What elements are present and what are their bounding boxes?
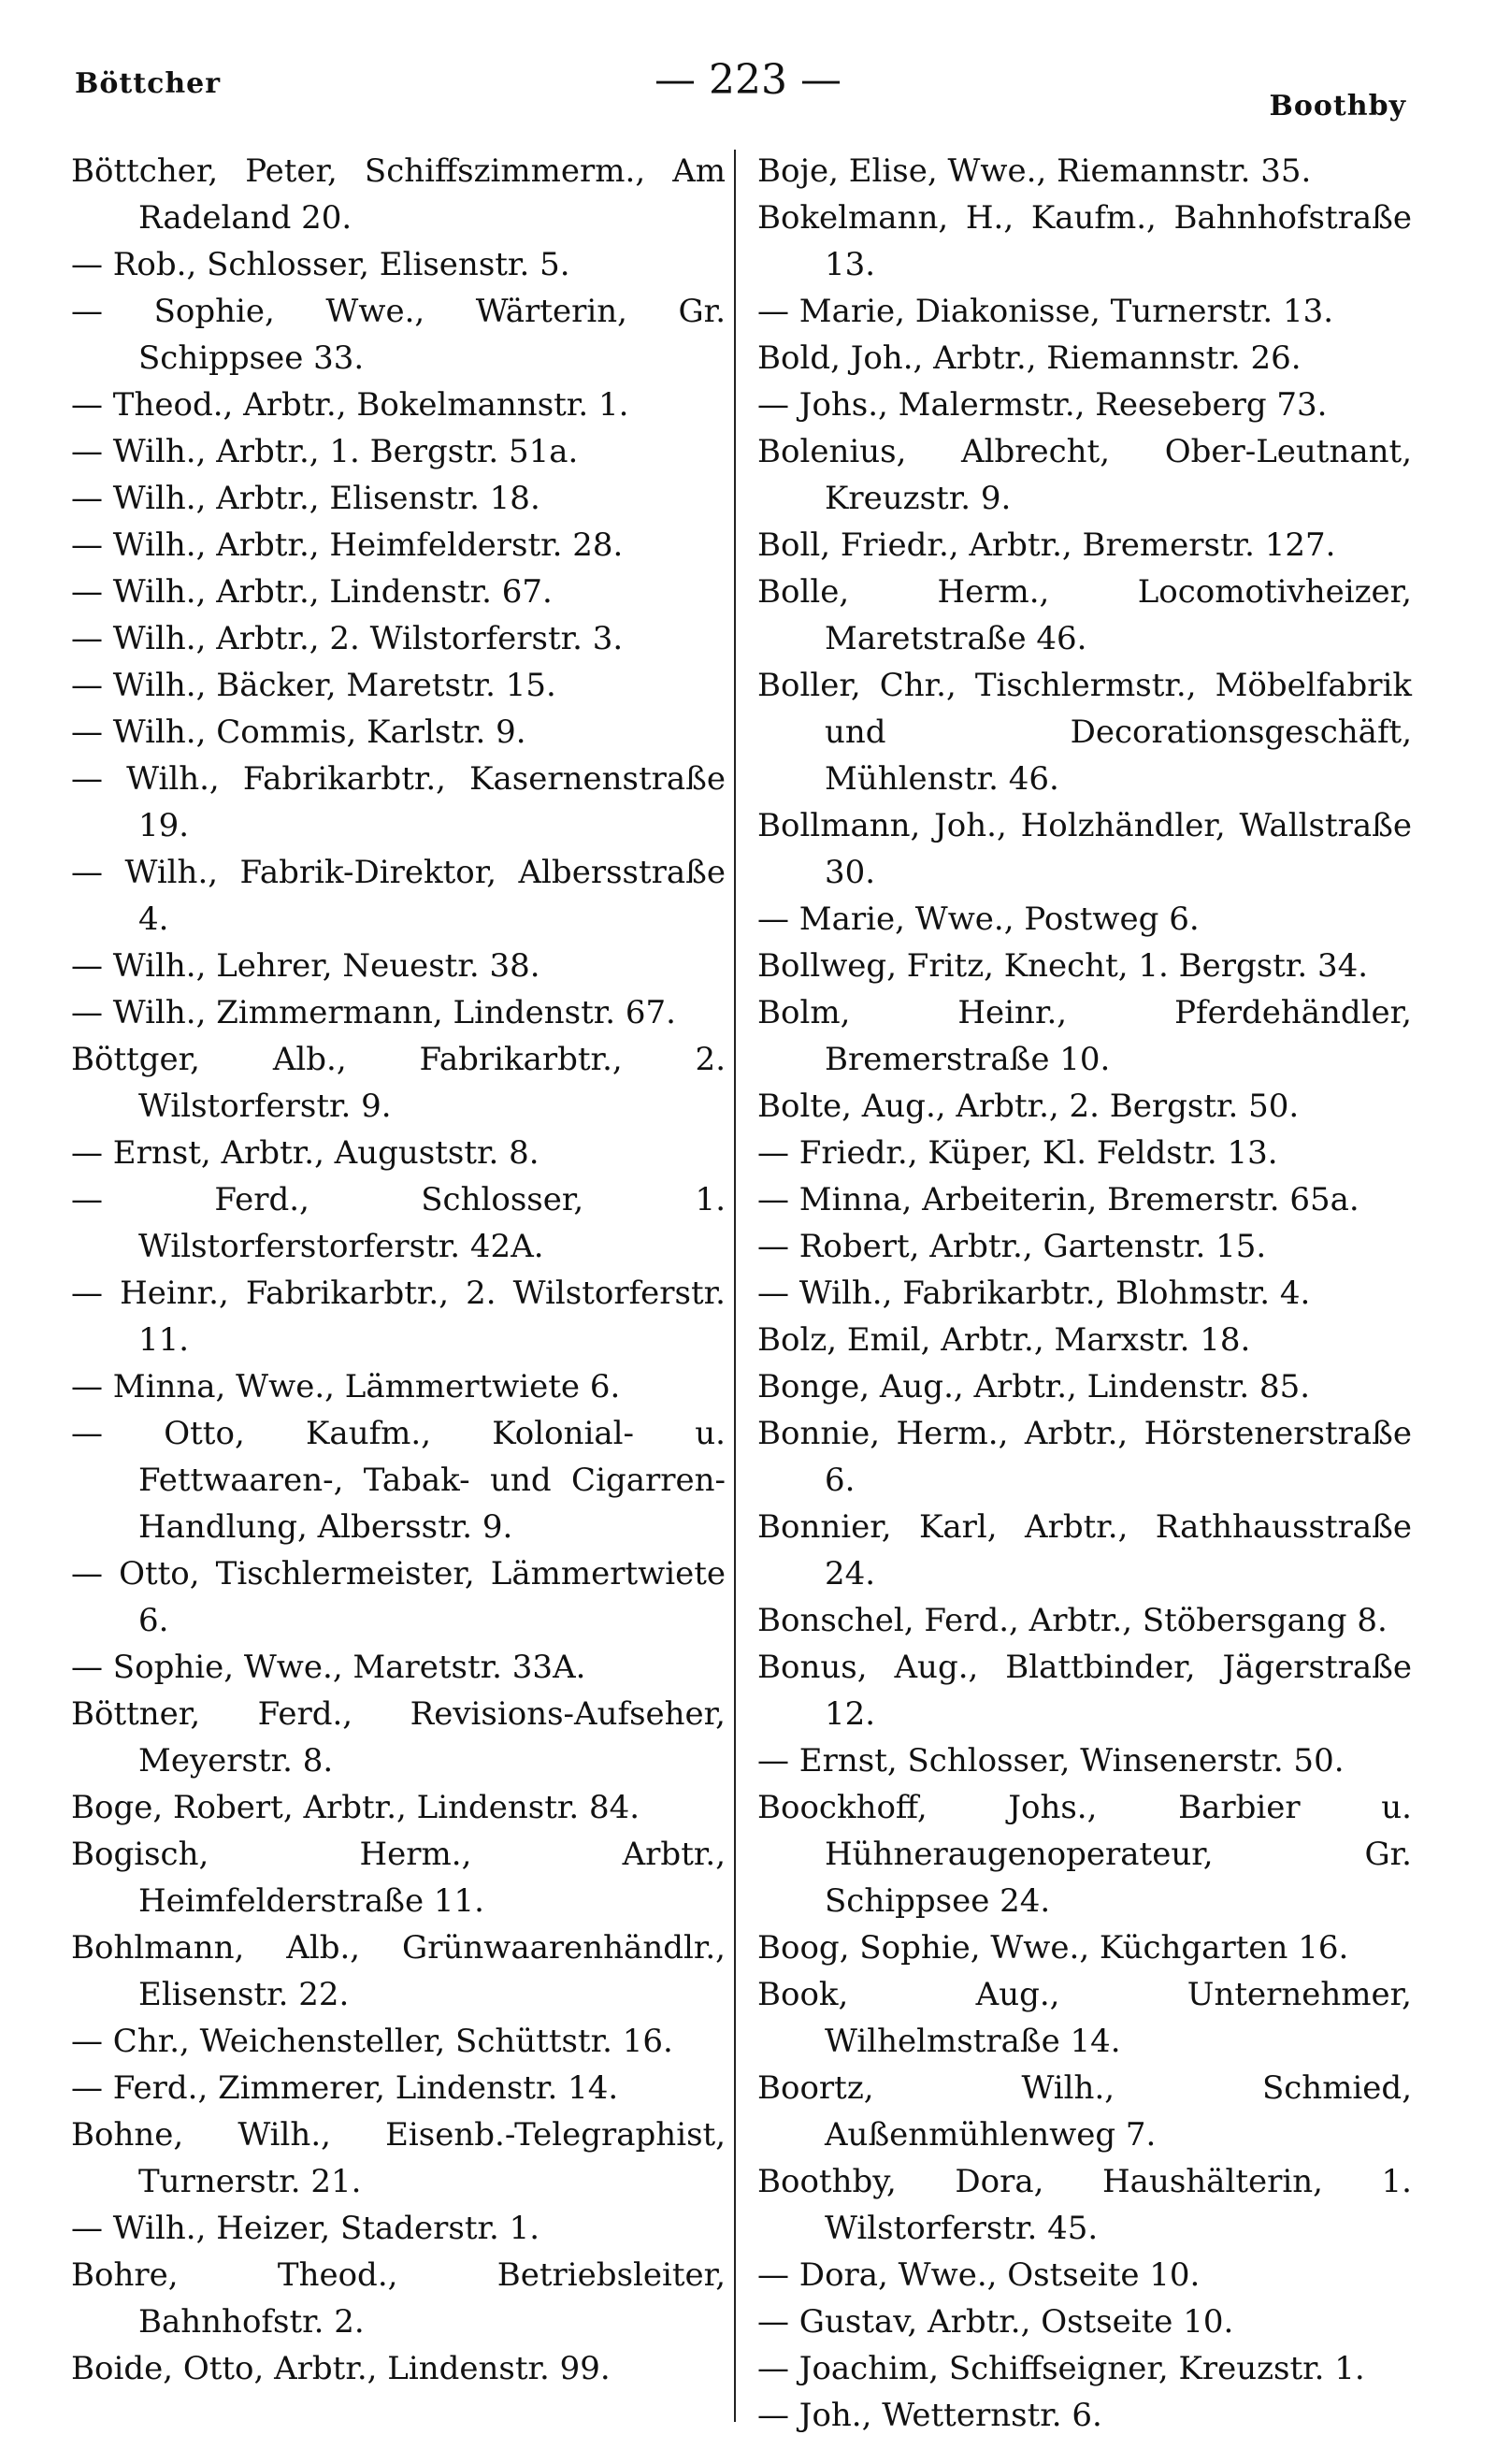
directory-entry: — Minna, Arbeiterin, Bremerstr. 65a. [757,1181,1359,1218]
directory-entry: — Marie, Diakonisse, Turnerstr. 13. [757,293,1334,330]
directory-entry: — Wilh., Heizer, Staderstr. 1. [71,2210,540,2247]
directory-entry: Bolenius, Albrecht, Ober-Leutnant, Kreuzstr. 9. [757,433,1412,517]
page-header [0,0,1496,131]
directory-entry: Bollweg, Fritz, Knecht, 1. Bergstr. 34. [757,947,1369,985]
directory-entry: — Wilh., Arbtr., 1. Bergstr. 51a. [71,433,579,470]
directory-entry: Bogisch, Herm., Arbtr., Heimfelderstraße 11. [71,1836,726,1920]
directory-entry: — Wilh., Fabrikarbtr., Blohmstr. 4. [757,1275,1311,1312]
directory-entry: Böttger, Alb., Fabrikarbtr., 2. Wilstorferstr. 9. [71,1041,726,1125]
directory-entry: — Sophie, Wwe., Maretstr. 33A. [71,1649,586,1686]
directory-entry: — Wilh., Fabrikarbtr., Kasernenstraße 19. [71,760,726,844]
directory-entry: Bollmann, Joh., Holzhändler, Wallstraße 30. [757,807,1412,891]
directory-entry: Böttner, Ferd., Revisions-Aufseher, Meyerstr. 8. [71,1695,726,1780]
directory-entry: — Joh., Wetternstr. 6. [757,2397,1102,2434]
directory-entry: Bolle, Herm., Locomotivheizer, Maretstraße 46. [757,573,1412,657]
directory-entry: — Robert, Arbtr., Gartenstr. 15. [757,1228,1267,1265]
directory-entry: — Ferd., Schlosser, 1. Wilstorferstorferstr. 42A. [71,1181,726,1265]
directory-entry: — Chr., Weichensteller, Schüttstr. 16. [71,2023,673,2060]
directory-entry: Book, Aug., Unternehmer, Wilhelmstraße 14. [757,1976,1412,2060]
directory-entry: Bolm, Heinr., Pferdehändler, Bremerstraße 10. [757,994,1412,1078]
directory-entry: — Wilh., Arbtr., Heimfelderstr. 28. [71,526,624,564]
directory-entry: Boog, Sophie, Wwe., Küchgarten 16. [757,1929,1349,1967]
directory-entry: Bolz, Emil, Arbtr., Marxstr. 18. [757,1321,1251,1359]
directory-entry: — Wilh., Zimmermann, Lindenstr. 67. [71,994,676,1031]
directory-entry: Böttcher, Peter, Schiffszimmerm., Am Radeland 20. [71,152,726,237]
directory-entry: Bonnie, Herm., Arbtr., Hörstenerstraße 6. [757,1415,1412,1499]
directory-entry: — Otto, Kaufm., Kolonial- u. Fettwaaren-, Tabak- und Cigarren-Handlung, Albersstr. 9. [71,1415,726,1546]
directory-entry: — Heinr., Fabrikarbtr., 2. Wilstorferstr. 11. [71,1275,726,1359]
directory-entry: Bohne, Wilh., Eisenb.-Telegraphist, Turnerstr. 21. [71,2116,726,2200]
column-divider [734,150,736,2422]
directory-entry: — Minna, Wwe., Lämmertwiete 6. [71,1368,621,1405]
directory-entry: Boide, Otto, Arbtr., Lindenstr. 99. [71,2350,611,2387]
directory-entry: Bolte, Aug., Arbtr., 2. Bergstr. 50. [757,1088,1300,1125]
directory-entry: Boller, Chr., Tischlermstr., Möbelfabrik und Decorationsgeschäft, Mühlenstr. 46. [757,667,1412,798]
directory-entry: Bonschel, Ferd., Arbtr., Stöbersgang 8. [757,1602,1388,1639]
directory-entry: — Wilh., Fabrik-Direktor, Albersstraße 4. [71,854,726,938]
directory-entry: — Otto, Tischlermeister, Lämmertwiete 6. [71,1555,726,1639]
directory-entry: — Wilh., Commis, Karlstr. 9. [71,713,526,751]
running-head-right: Boothby [1269,90,1406,122]
directory-entry: — Ernst, Arbtr., Auguststr. 8. [71,1134,539,1172]
directory-entry: — Joachim, Schiffseigner, Kreuzstr. 1. [757,2350,1365,2387]
directory-entry: — Gustav, Arbtr., Ostseite 10. [757,2303,1234,2341]
directory-entry: — Wilh., Arbtr., 2. Wilstorferstr. 3. [71,620,624,657]
directory-entry: Bonus, Aug., Blattbinder, Jägerstraße 12. [757,1649,1412,1733]
directory-entry: Bohre, Theod., Betriebsleiter, Bahnhofstr. 2. [71,2256,726,2341]
directory-entry: Bonge, Aug., Arbtr., Lindenstr. 85. [757,1368,1311,1405]
directory-entry: Boje, Elise, Wwe., Riemannstr. 35. [757,152,1312,190]
directory-entry: Boockhoff, Johs., Barbier u. Hühneraugenoperateur, Gr. Schippsee 24. [757,1789,1412,1920]
directory-entry: Bokelmann, H., Kaufm., Bahnhofstraße 13. [757,199,1412,283]
directory-entry: — Dora, Wwe., Ostseite 10. [757,2256,1201,2294]
directory-entry: — Ernst, Schlosser, Winsenerstr. 50. [757,1742,1345,1780]
directory-entry: — Marie, Wwe., Postweg 6. [757,901,1200,938]
directory-entry: — Wilh., Bäcker, Maretstr. 15. [71,667,556,704]
directory-entry: Boothby, Dora, Haushälterin, 1. Wilstorferstr. 45. [757,2163,1412,2247]
directory-entry: — Wilh., Lehrer, Neuestr. 38. [71,947,540,985]
directory-entry: — Friedr., Küper, Kl. Feldstr. 13. [757,1134,1278,1172]
directory-entry: — Johs., Malermstr., Reeseberg 73. [757,386,1328,424]
directory-entry: — Ferd., Zimmerer, Lindenstr. 14. [71,2069,619,2107]
page-number: — 223 — [654,56,842,104]
directory-entry: — Sophie, Wwe., Wärterin, Gr. Schippsee 33. [71,293,726,377]
directory-entry: Boll, Friedr., Arbtr., Bremerstr. 127. [757,526,1336,564]
directory-entry: — Rob., Schlosser, Elisenstr. 5. [71,246,570,283]
directory-entry: Bohlmann, Alb., Grünwaarenhändlr., Elisenstr. 22. [71,1929,726,2013]
directory-entry: Boortz, Wilh., Schmied, Außenmühlenweg 7. [757,2069,1412,2154]
directory-entry: — Theod., Arbtr., Bokelmannstr. 1. [71,386,629,424]
directory-entry: Boge, Robert, Arbtr., Lindenstr. 84. [71,1789,640,1826]
directory-entry: Bold, Joh., Arbtr., Riemannstr. 26. [757,339,1302,377]
directory-entry: Bonnier, Karl, Arbtr., Rathhausstraße 24. [757,1508,1412,1592]
right-column [757,148,1412,2439]
left-column [71,148,726,2392]
directory-entry: — Wilh., Arbtr., Elisenstr. 18. [71,480,540,517]
directory-entry: — Wilh., Arbtr., Lindenstr. 67. [71,573,553,611]
running-head-left: Böttcher [75,67,222,100]
